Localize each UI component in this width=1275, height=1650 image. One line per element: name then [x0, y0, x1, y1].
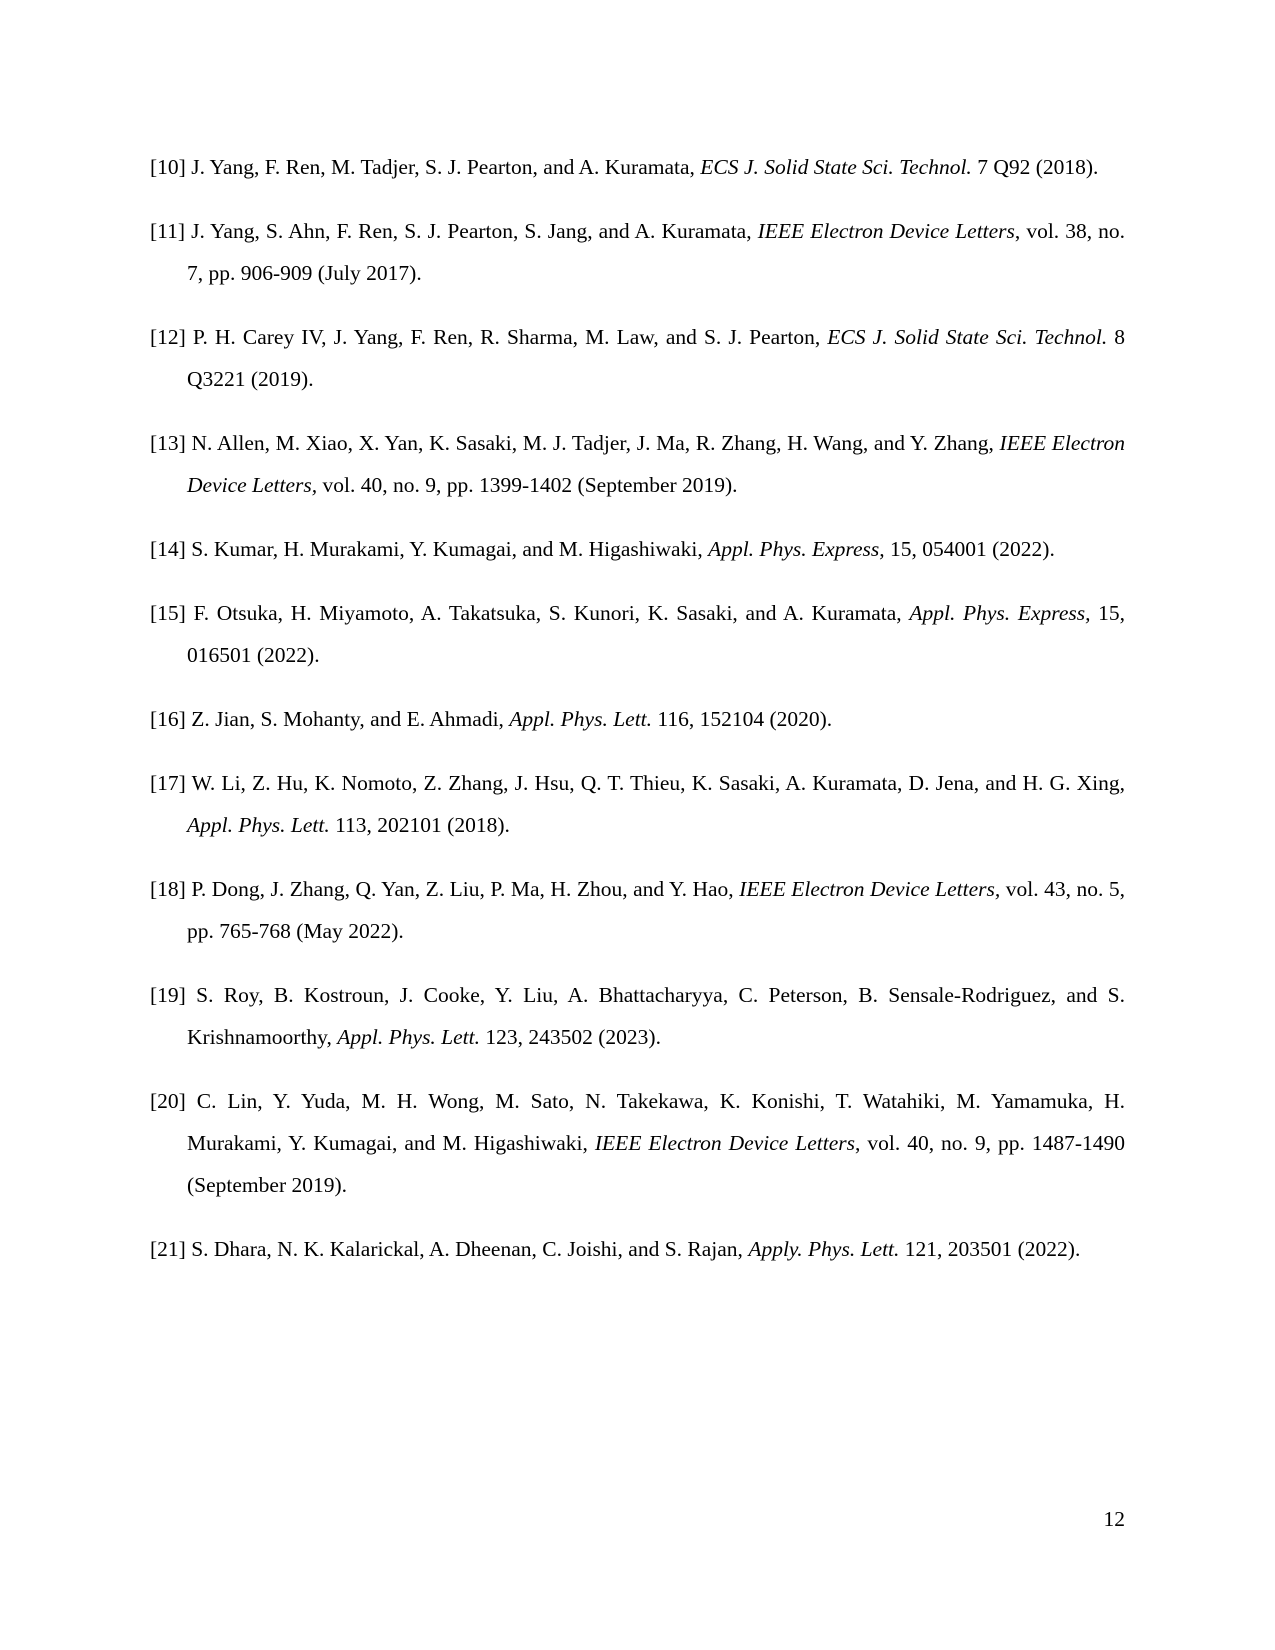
- reference-authors: P. Dong, J. Zhang, Q. Yan, Z. Liu, P. Ma, H. Zhou, and Y. Hao,: [191, 877, 740, 901]
- reference-number: [12]: [150, 325, 186, 349]
- reference-authors: S. Dhara, N. K. Kalarickal, A. Dheenan, C. Joishi, and S. Rajan,: [191, 1237, 749, 1261]
- reference-item: [150, 592, 1125, 676]
- reference-details: 8 Q3221 (2019).: [187, 325, 1126, 391]
- reference-authors: C. Lin, Y. Yuda, M. H. Wong, M. Sato, N. Takekawa, K. Konishi, T. Watahiki, M. Yamamuka, H. Murakami, Y. Kumagai, and M. Higashiwaki,: [187, 1089, 1125, 1155]
- reference-item: [150, 1228, 1125, 1270]
- reference-number: [19]: [150, 983, 186, 1007]
- reference-number: [18]: [150, 877, 186, 901]
- reference-journal: IEEE Electron Device Letters,: [187, 431, 1125, 497]
- reference-number: [21]: [150, 1237, 186, 1261]
- reference-item: [150, 762, 1125, 846]
- reference-journal: Appl. Phys. Lett.: [509, 707, 653, 731]
- reference-details: 7 Q92 (2018).: [971, 155, 1099, 179]
- reference-number: [15]: [150, 601, 186, 625]
- reference-details: 15, 054001 (2022).: [884, 537, 1055, 561]
- reference-authors: P. H. Carey IV, J. Yang, F. Ren, R. Sharma, M. Law, and S. J. Pearton,: [192, 325, 828, 349]
- reference-item: [150, 146, 1125, 188]
- reference-item: [150, 528, 1125, 570]
- reference-journal: IEEE Electron Device Letters,: [739, 877, 1001, 901]
- reference-authors: J. Yang, F. Ren, M. Tadjer, S. J. Pearton, and A. Kuramata,: [191, 155, 701, 179]
- reference-item: [150, 974, 1125, 1058]
- reference-number: [17]: [150, 771, 186, 795]
- reference-number: [11]: [150, 219, 186, 243]
- reference-details: vol. 43, no. 5, pp. 765-768 (May 2022).: [187, 877, 1126, 943]
- page-number: 12: [1103, 1507, 1125, 1531]
- reference-journal: ECS J. Solid State Sci. Technol.: [700, 155, 972, 179]
- reference-authors: S. Roy, B. Kostroun, J. Cooke, Y. Liu, A. Bhattacharyya, C. Peterson, B. Sensale-Rodriguez, and S. Krishnamoorthy,: [187, 983, 1126, 1049]
- reference-item: [150, 698, 1125, 740]
- reference-details: , vol. 38, no. 7, pp. 906-909 (July 2017).: [187, 219, 1126, 285]
- reference-details: 121, 203501 (2022).: [899, 1237, 1081, 1261]
- reference-details: 116, 152104 (2020).: [652, 707, 833, 731]
- reference-list: [150, 146, 1125, 1270]
- reference-authors: S. Kumar, H. Murakami, Y. Kumagai, and M. Higashiwaki,: [191, 537, 709, 561]
- reference-details: vol. 40, no. 9, pp. 1399-1402 (September 2019).: [317, 473, 738, 497]
- reference-journal: IEEE Electron Device Letters: [594, 1131, 856, 1155]
- reference-number: [13]: [150, 431, 186, 455]
- reference-number: [14]: [150, 537, 186, 561]
- reference-details: 15, 016501 (2022).: [187, 601, 1126, 667]
- reference-authors: Z. Jian, S. Mohanty, and E. Ahmadi,: [191, 707, 510, 731]
- reference-authors: J. Yang, S. Ahn, F. Ren, S. J. Pearton, S. Jang, and A. Kuramata,: [191, 219, 758, 243]
- reference-journal: Appl. Phys. Lett.: [337, 1025, 481, 1049]
- reference-authors: F. Otsuka, H. Miyamoto, A. Takatsuka, S. Kunori, K. Sasaki, and A. Kuramata,: [193, 601, 910, 625]
- reference-item: [150, 316, 1125, 400]
- reference-item: [150, 868, 1125, 952]
- reference-authors: W. Li, Z. Hu, K. Nomoto, Z. Zhang, J. Hsu, Q. T. Thieu, K. Sasaki, A. Kuramata, D. Jena, and H. G. Xing,: [191, 771, 1125, 795]
- reference-journal: Appl. Phys. Express,: [909, 601, 1091, 625]
- reference-item: [150, 210, 1125, 294]
- reference-journal: IEEE Electron Device Letters: [757, 219, 1015, 243]
- reference-authors: N. Allen, M. Xiao, X. Yan, K. Sasaki, M. J. Tadjer, J. Ma, R. Zhang, H. Wang, and Y. Zhang,: [191, 431, 1000, 455]
- reference-number: [16]: [150, 707, 186, 731]
- reference-journal: Appl. Phys. Express,: [708, 537, 885, 561]
- reference-journal: Apply. Phys. Lett.: [748, 1237, 900, 1261]
- reference-item: [150, 422, 1125, 506]
- reference-journal: Appl. Phys. Lett.: [187, 813, 330, 837]
- reference-number: [20]: [150, 1089, 186, 1113]
- reference-details: , vol. 40, no. 9, pp. 1487-1490 (September 2019).: [187, 1131, 1125, 1197]
- reference-item: [150, 1080, 1125, 1206]
- reference-number: [10]: [150, 155, 186, 179]
- reference-details: 123, 243502 (2023).: [480, 1025, 661, 1049]
- reference-details: 113, 202101 (2018).: [329, 813, 510, 837]
- reference-journal: ECS J. Solid State Sci. Technol.: [827, 325, 1108, 349]
